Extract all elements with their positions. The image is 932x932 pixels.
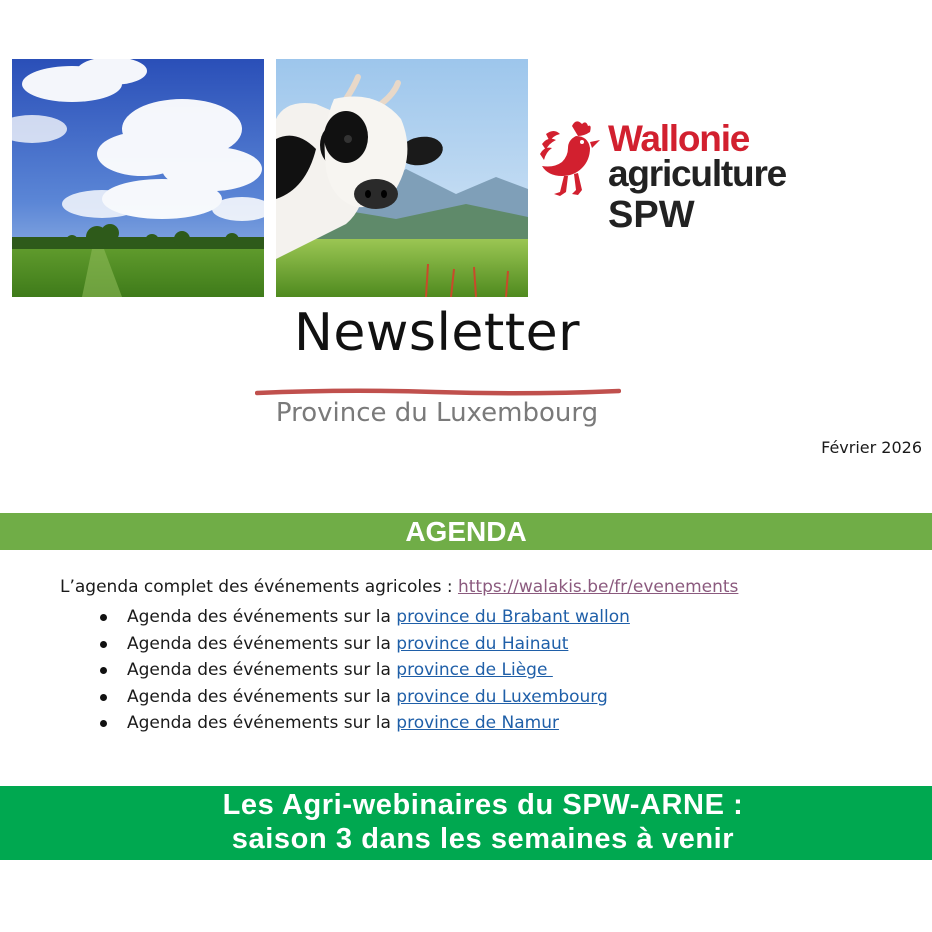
logo-wallonie-text: Wallonie <box>608 118 750 159</box>
agenda-province-list <box>100 604 630 737</box>
link-province-hainaut[interactable]: province du Hainaut <box>396 633 569 654</box>
agenda-full-link[interactable]: https://walakis.be/fr/evenements <box>457 577 739 597</box>
sky-field-photo <box>12 59 264 297</box>
list-item <box>100 604 630 631</box>
newsletter-title: Newsletter <box>293 303 581 363</box>
link-province-liege[interactable]: province de Liège <box>396 660 553 680</box>
issue-date: Février 2026 <box>821 438 922 457</box>
agenda-heading-band <box>0 513 932 550</box>
webinar-banner <box>0 786 932 860</box>
list-item <box>100 631 630 658</box>
list-item-text: Agenda des événements sur la <box>127 686 397 707</box>
bullet-icon <box>100 614 107 621</box>
link-province-namur[interactable]: province de Namur <box>396 713 559 733</box>
list-item-text: Agenda des événements sur la <box>127 633 397 654</box>
cow-photo <box>276 59 528 297</box>
list-item <box>100 710 630 737</box>
bullet-icon <box>100 641 107 648</box>
list-item-text: Agenda des événements sur la <box>127 660 397 680</box>
link-province-brabant-wallon[interactable]: province du Brabant wallon <box>396 607 630 627</box>
webinar-title-line1: Les Agri-webinaires du SPW-ARNE : <box>222 789 744 821</box>
webinar-title-line2: saison 3 dans les semaines à venir <box>231 823 735 855</box>
list-item <box>100 657 630 684</box>
logo-spw-text: SPW <box>608 194 695 236</box>
rooster-icon <box>538 118 606 198</box>
list-item <box>100 684 630 711</box>
list-item-text: Agenda des événements sur la <box>127 607 397 627</box>
bullet-icon <box>100 694 107 701</box>
list-item-text: Agenda des événements sur la <box>127 713 397 733</box>
title-underline <box>255 386 621 398</box>
bullet-icon <box>100 720 107 727</box>
agenda-intro <box>60 577 738 597</box>
link-province-luxembourg[interactable]: province du Luxembourg <box>396 686 608 707</box>
agenda-intro-text: L’agenda complet des événements agricoles : <box>60 577 458 597</box>
logo-agriculture-text: agriculture <box>608 153 787 194</box>
bullet-icon <box>100 667 107 674</box>
wallonie-agriculture-spw-logo <box>538 110 808 245</box>
newsletter-subtitle: Province du Luxembourg <box>275 398 599 428</box>
agenda-heading: AGENDA <box>405 516 527 547</box>
